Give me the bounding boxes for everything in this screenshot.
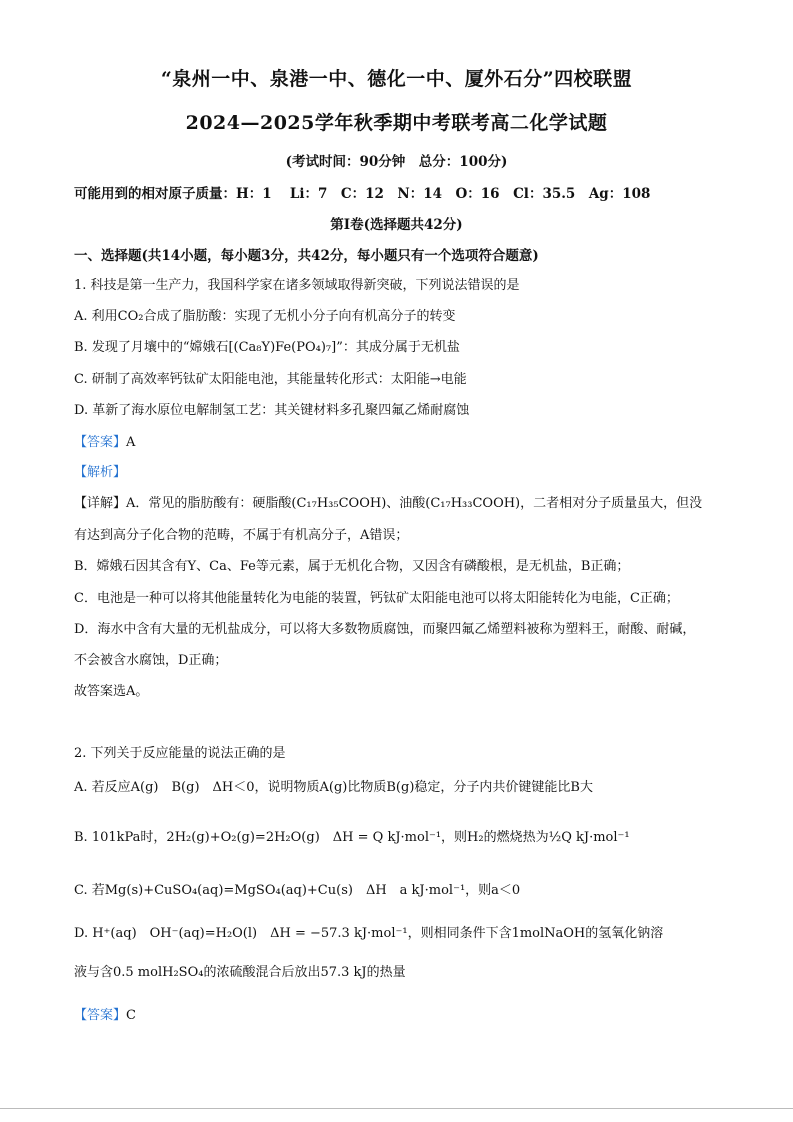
q1-detail-line: 不会被含水腐蚀，D正确； <box>74 653 228 668</box>
atomic-masses: 可能用到的相对原子质量：H：1 Li：7 C：12 N：14 O：16 Cl：35.5 Ag：108 <box>74 186 651 202</box>
exam-subtitle: 2024—2025学年秋季期中考联考高二化学试题 <box>185 112 608 134</box>
answer-value: A <box>126 435 136 450</box>
q1-option-b: B. 发现了月壤中的“嫦娥石[(Ca₈Y)Fe(PO₄)₇]”：其成分属于无机盐 <box>74 340 460 355</box>
q1-option-a: A. 利用CO₂合成了脂肪酸：实现了无机小分子向有机高分子的转变 <box>74 309 456 324</box>
q1-stem: 1. 科技是第一生产力，我国科学家在诸多领域取得新突破，下列说法错误的是 <box>74 278 520 293</box>
q2-option-a: A. 若反应A(g) B(g) ΔH＜0，说明物质A(g)比物质B(g)稳定，分子内共价键键能比B大 <box>74 780 593 795</box>
q2-answer <box>74 1004 136 1023</box>
q2-option-c: C. 若Mg(s)+CuSO₄(aq)=MgSO₄(aq)+Cu(s) ΔH a kJ·mol⁻¹，则a＜0 <box>74 883 521 898</box>
section-title: 一、选择题(共14小题，每小题3分，共42分，每小题只有一个选项符合题意) <box>74 248 539 264</box>
volume-title: 第Ⅰ卷(选择题共42分) <box>330 217 463 233</box>
exam-info: (考试时间：90分钟 总分：100分) <box>285 154 508 170</box>
q2-option-d-continued: 液与含0.5 molH₂SO₄的浓硫酸混合后放出57.3 kJ的热量 <box>74 965 406 980</box>
page-divider <box>0 1108 793 1109</box>
q1-detail-line: 【详解】A．常见的脂肪酸有：硬脂酸(C₁₇H₃₅COOH)、油酸(C₁₇H₃₃COOH)，二者相对分子质量虽大，但没 <box>74 496 703 511</box>
q1-analysis-label: 【解析】 <box>74 465 127 480</box>
q1-conclusion: 故答案选A。 <box>74 684 149 699</box>
q2-stem: 2. 下列关于反应能量的说法正确的是 <box>74 746 286 761</box>
q1-option-c: C. 研制了高效率钙钛矿太阳能电池，其能量转化形式：太阳能→电能 <box>74 372 467 387</box>
exam-title: “泉州一中、泉港一中、德化一中、厦外石分”四校联盟 <box>160 68 633 90</box>
q1-detail-line: 有达到高分子化合物的范畴，不属于有机高分子，A错误； <box>74 528 409 543</box>
q1-answer <box>74 431 135 450</box>
answer-value: C <box>126 1008 136 1023</box>
q1-detail-line: B．嫦娥石因其含有Y、Ca、Fe等元素，属于无机化合物，又因含有磷酸根，是无机盐，B正确； <box>74 559 630 574</box>
q2-option-b: B. 101kPa时，2H₂(g)+O₂(g)=2H₂O(g) ΔH = Q kJ·mol⁻¹，则H₂的燃烧热为½Q kJ·mol⁻¹ <box>74 830 630 845</box>
answer-label: 【答案】 <box>74 1008 127 1023</box>
q2-option-d: D. H⁺(aq) OH⁻(aq)=H₂O(l) ΔH = −57.3 kJ·mol⁻¹，则相同条件下含1molNaOH的氢氧化钠溶 <box>74 926 664 941</box>
answer-label: 【答案】 <box>74 435 127 450</box>
q1-detail-line: D．海水中含有大量的无机盐成分，可以将大多数物质腐蚀，而聚四氟乙烯塑料被称为塑料王，耐酸、耐碱， <box>74 622 696 637</box>
q1-option-d: D. 革新了海水原位电解制氢工艺：其关键材料多孔聚四氟乙烯耐腐蚀 <box>74 403 470 418</box>
q1-detail-line: C．电池是一种可以将其他能量转化为电能的装置，钙钛矿太阳能电池可以将太阳能转化为电能，C正确； <box>74 591 679 606</box>
